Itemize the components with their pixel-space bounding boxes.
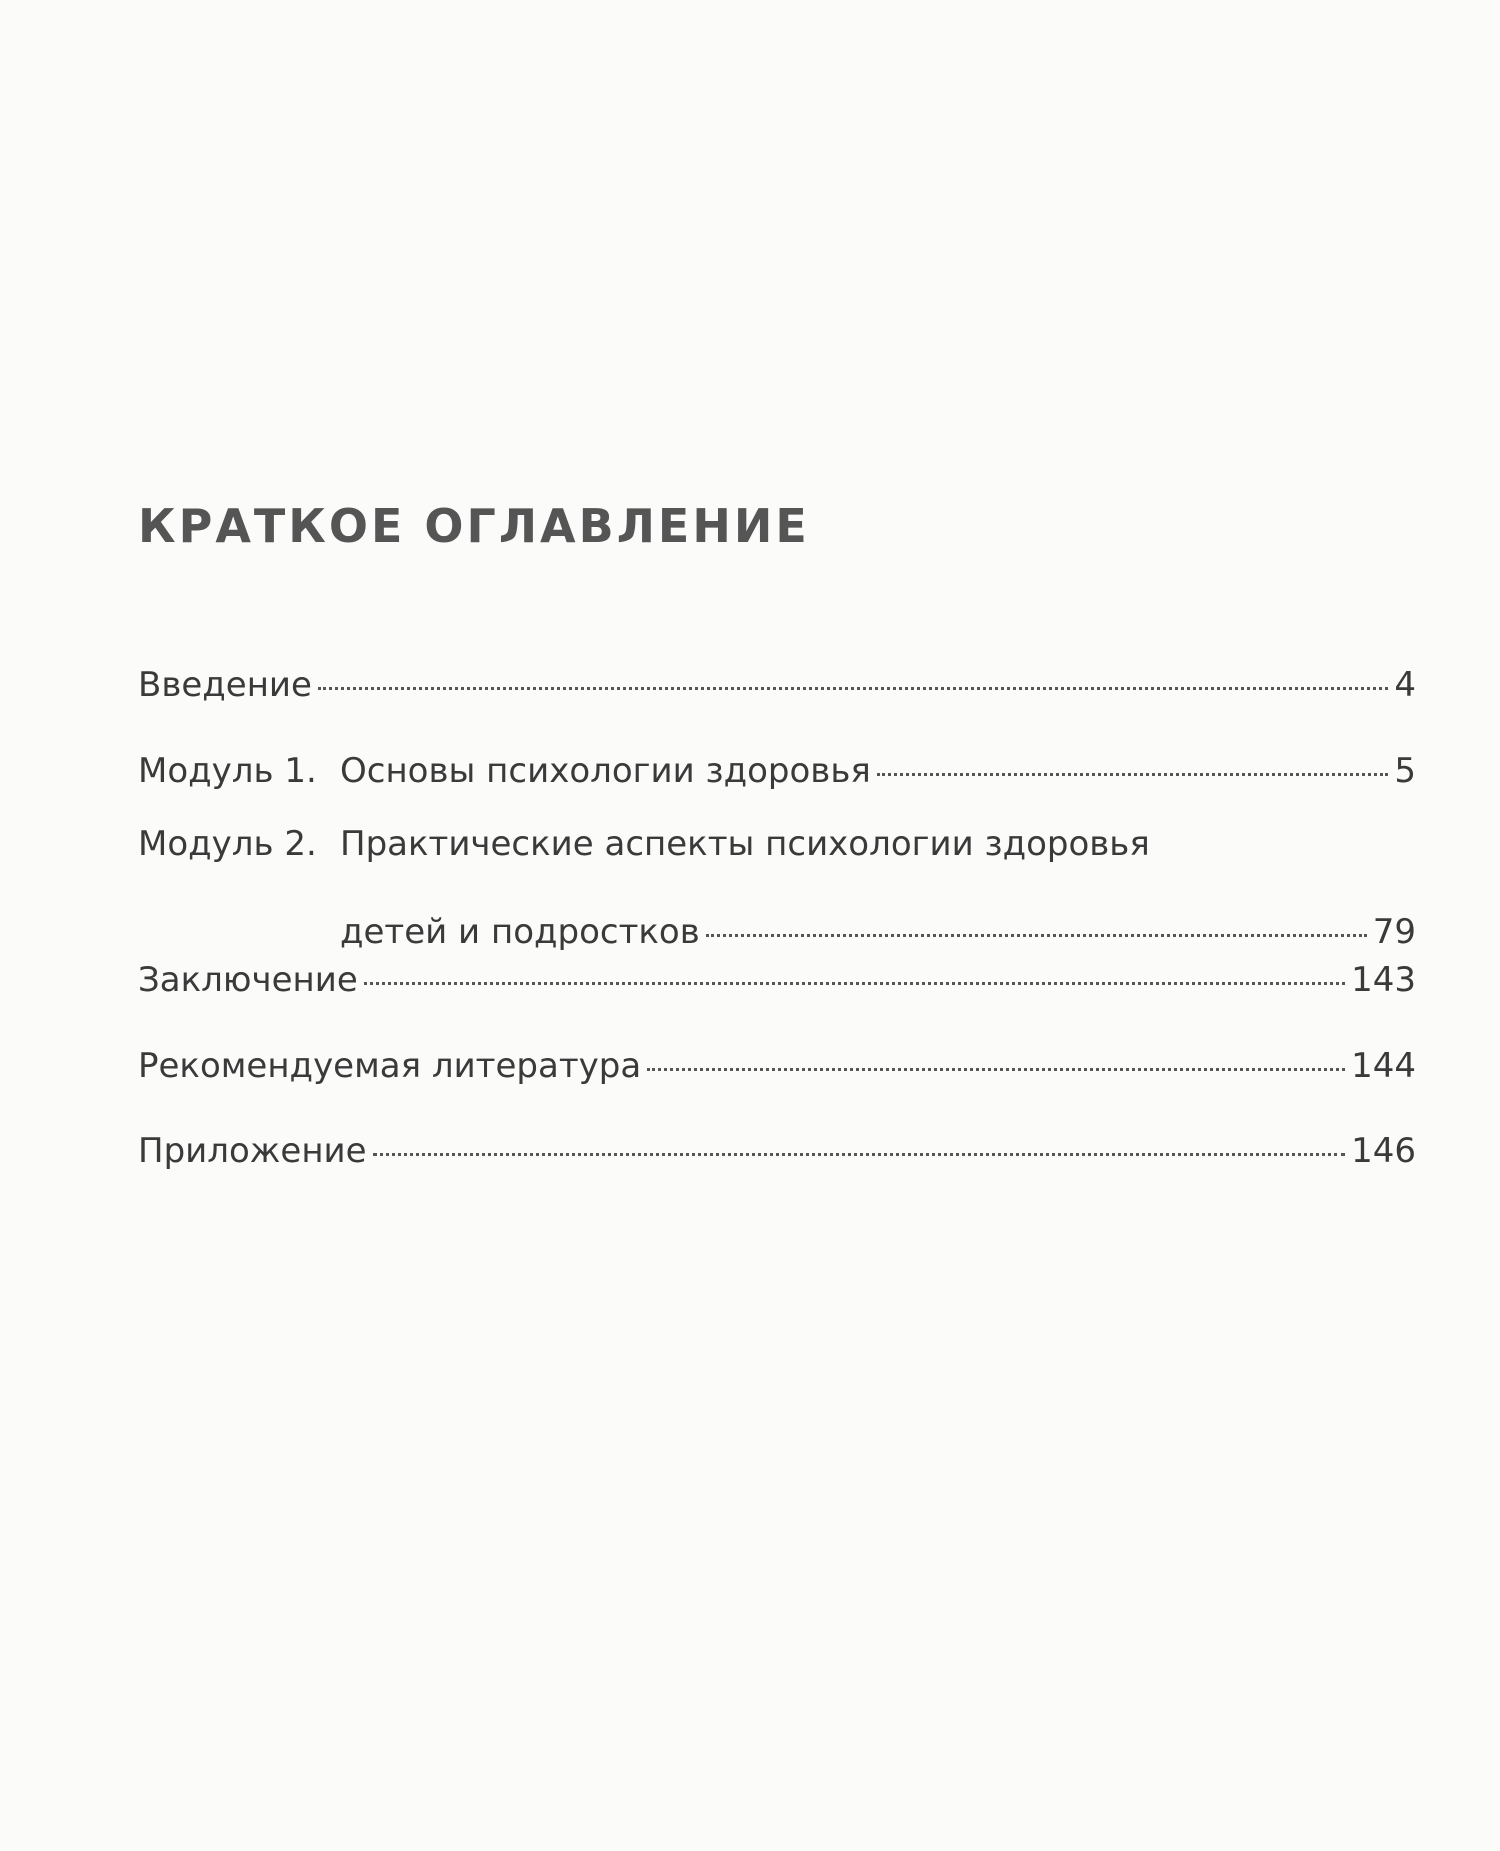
toc-page-number: 4 [1394, 665, 1416, 705]
toc-page-number: 79 [1372, 912, 1416, 952]
toc-leader-dots [647, 1068, 1345, 1071]
toc-page-number: 146 [1351, 1131, 1416, 1171]
toc-page-number: 5 [1394, 751, 1416, 791]
page-title: КРАТКОЕ ОГЛАВЛЕНИЕ [138, 499, 810, 553]
toc-leader-dots [318, 687, 1388, 690]
toc-entry-literature[interactable] [138, 1046, 1416, 1086]
toc-entry-module-1[interactable] [138, 751, 1416, 791]
toc-leader-dots [373, 1153, 1346, 1156]
toc-entry-label: Заключение [138, 960, 358, 1000]
toc-entry-intro[interactable] [138, 665, 1416, 705]
toc-entry-label: Приложение [138, 1131, 367, 1171]
toc-module-number: Модуль 1. [138, 751, 317, 791]
toc-leader-dots [706, 934, 1367, 937]
toc-module-number: Модуль 2. [138, 824, 317, 864]
toc-entry-module-2[interactable] [138, 824, 1416, 952]
toc-leader-dots [364, 982, 1345, 985]
toc-page-number: 144 [1351, 1046, 1416, 1086]
toc-entry-conclusion[interactable] [138, 960, 1416, 1000]
toc-entry-label-line-1: Практические аспекты психологии здоровья [340, 824, 1150, 864]
toc-entry-label: Рекомендуемая литература [138, 1046, 642, 1086]
toc-page-number: 143 [1351, 960, 1416, 1000]
toc-leader-dots [877, 773, 1389, 776]
toc-entry-appendix[interactable] [138, 1131, 1416, 1171]
toc-entry-label-line-2: детей и подростков [340, 912, 700, 952]
toc-entry-label: Введение [138, 665, 312, 705]
toc-entry-label: Основы психологии здоровья [340, 751, 871, 791]
